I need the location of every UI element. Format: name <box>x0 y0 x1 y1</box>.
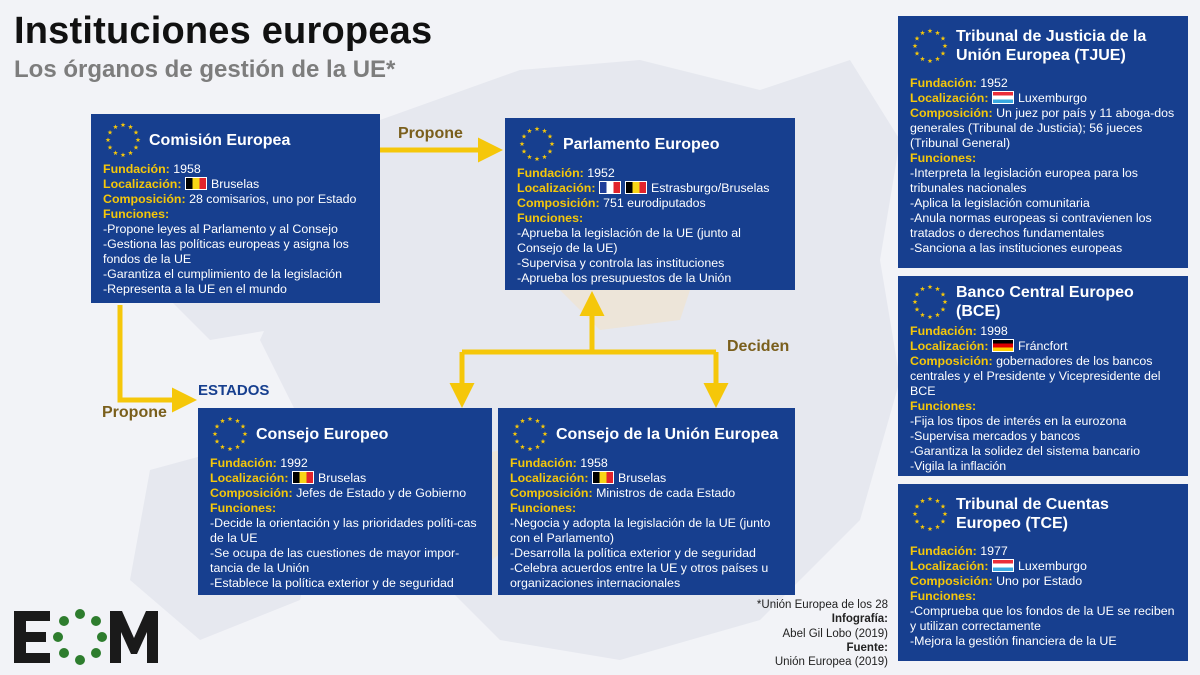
eu-stars-icon <box>910 494 950 534</box>
central-bank-location: Fráncfort <box>1017 339 1068 353</box>
eu-star <box>535 444 540 449</box>
eu-star <box>542 128 547 133</box>
founded-label: Fundación: <box>910 324 977 338</box>
eu-star <box>522 149 527 154</box>
eu-star <box>928 28 933 33</box>
founded-label: Fundación: <box>103 162 170 176</box>
credits-author: Abel Gil Lobo (2019) <box>782 627 888 640</box>
european-council-founded: 1992 <box>280 456 308 470</box>
eu-star <box>108 145 113 150</box>
eu-stars-icon <box>103 120 143 160</box>
page-title: Instituciones europeas <box>14 10 433 52</box>
founded-label: Fundación: <box>517 166 584 180</box>
court-auditors-title: Tribunal de Cuentas Europeo (TCE) <box>956 496 1109 532</box>
eu-star <box>941 519 946 524</box>
credits-source-label: Fuente: <box>846 641 888 654</box>
european-council-location: Bruselas <box>317 471 367 485</box>
eu-star <box>535 418 540 423</box>
commission-title: Comisión Europea <box>149 131 291 149</box>
central-bank-title: Banco Central Europeo (BCE) <box>956 284 1134 320</box>
composition-label: Composición: <box>517 196 600 210</box>
eu-star <box>241 424 246 429</box>
eu-star <box>121 122 126 127</box>
eu-star <box>228 446 233 451</box>
function-item: -Propone leyes al Parlamento y al Consejo <box>103 222 338 236</box>
commission-founded: 1958 <box>173 162 201 176</box>
eu-star <box>935 56 940 61</box>
council-eu-location: Bruselas <box>617 471 667 485</box>
eu-star <box>106 137 111 142</box>
luxembourg-flag-icon <box>992 91 1014 104</box>
eu-star <box>215 424 220 429</box>
commission-composition: 28 comisarios, uno por Estado <box>189 192 357 206</box>
location-label: Localización: <box>510 471 589 485</box>
eu-star <box>935 30 940 35</box>
location-label: Localización: <box>103 177 182 191</box>
location-label: Localización: <box>910 91 989 105</box>
eu-star <box>941 51 946 56</box>
function-item: -Desarrolla la política exterior y de seguridad <box>510 546 756 560</box>
eu-star <box>235 418 240 423</box>
eu-star <box>515 424 520 429</box>
council-eu-title: Consejo de la Unión Europea <box>556 425 779 443</box>
box-council-eu <box>498 408 795 595</box>
eu-star <box>928 526 933 531</box>
function-item: -Celebra acuerdos entre la UE y otros países u organizaciones internacionales <box>510 561 769 590</box>
composition-label: Composición: <box>910 354 993 368</box>
credits-infografia-label: Infografía: <box>831 613 888 626</box>
france-flag-icon <box>599 181 621 194</box>
function-item: -Interpreta la legislación europea para los tribunales nacionales <box>910 166 1138 195</box>
eu-star <box>915 307 920 312</box>
box-commission <box>91 114 380 303</box>
function-item: -Mejora la gestión financiera de la UE <box>910 634 1117 648</box>
eu-star <box>134 130 139 135</box>
label-deciden: Deciden <box>727 338 790 355</box>
eu-star <box>928 314 933 319</box>
eu-star <box>541 424 546 429</box>
eu-star <box>542 154 547 159</box>
founded-label: Fundación: <box>510 456 577 470</box>
commission-location: Bruselas <box>210 177 260 191</box>
functions-label: Funciones: <box>210 501 277 515</box>
eu-star <box>235 444 240 449</box>
label-estados: ESTADOS <box>198 382 270 399</box>
box-central-bank <box>898 276 1188 476</box>
eu-star <box>920 498 925 503</box>
eu-stars-icon <box>910 282 950 322</box>
eu-star <box>550 141 555 146</box>
function-item: -Decide la orientación y las prioridades políti-cas de la UE <box>210 516 477 545</box>
composition-label: Composición: <box>103 192 186 206</box>
court-justice-composition: Un juez por país y 11 aboga-dos generales (Tribunal de Justicia); 56 jueces (Tribunal General) <box>910 106 1175 150</box>
eu-star <box>134 145 139 150</box>
eu-star <box>513 431 518 436</box>
function-item: -Garantiza la solidez del sistema bancario <box>910 444 1141 458</box>
box-court-justice <box>898 16 1188 268</box>
eu-star <box>128 124 133 129</box>
eu-star <box>935 312 940 317</box>
founded-label: Fundación: <box>910 544 977 558</box>
functions-label: Funciones: <box>510 501 577 515</box>
founded-label: Fundación: <box>210 456 277 470</box>
eu-star <box>213 431 218 436</box>
eu-star <box>915 519 920 524</box>
eom-logo <box>12 608 162 666</box>
function-item: -Aplica la legislación comunitaria <box>910 196 1090 210</box>
central-bank-founded: 1998 <box>980 324 1008 338</box>
eu-star <box>527 128 532 133</box>
eu-star <box>915 51 920 56</box>
belgium-flag-icon <box>625 181 647 194</box>
eu-star <box>935 524 940 529</box>
composition-label: Composición: <box>510 486 593 500</box>
eu-star <box>543 431 548 436</box>
eu-star <box>920 524 925 529</box>
function-item: -Representa a la UE en el mundo <box>103 282 287 296</box>
eu-star <box>515 439 520 444</box>
functions-label: Funciones: <box>103 207 170 221</box>
eu-star <box>941 292 946 297</box>
eu-star <box>520 444 525 449</box>
functions-label: Funciones: <box>910 589 977 603</box>
functions-label: Funciones: <box>910 151 977 165</box>
eu-star <box>935 286 940 291</box>
council-eu-founded: 1958 <box>580 456 608 470</box>
box-european-council <box>198 408 492 595</box>
eu-star <box>928 58 933 63</box>
eu-star <box>935 498 940 503</box>
european-council-composition: Jefes de Estado y de Gobierno <box>296 486 467 500</box>
eu-star <box>913 299 918 304</box>
eu-star <box>920 286 925 291</box>
composition-label: Composición: <box>910 106 993 120</box>
eu-star <box>548 149 553 154</box>
function-item: -Aprueba la legislación de la UE (junto al Consejo de la UE) <box>517 226 741 255</box>
function-item: -Supervisa mercados y bancos <box>910 429 1081 443</box>
eu-star <box>528 446 533 451</box>
eu-star <box>913 511 918 516</box>
location-label: Localización: <box>210 471 289 485</box>
function-item: -Supervisa y controla las instituciones <box>517 256 725 270</box>
eu-stars-icon <box>517 124 557 164</box>
credits-note: *Unión Europea de los 28 <box>756 599 888 611</box>
eu-star <box>136 137 141 142</box>
eu-star <box>228 416 233 421</box>
arrow-commission-to-council <box>120 305 192 400</box>
eu-star <box>220 444 225 449</box>
eu-star <box>548 134 553 139</box>
function-item: -Sanciona a las instituciones europeas <box>910 241 1123 255</box>
eu-star <box>941 307 946 312</box>
label-propone-left: Propone <box>102 404 167 421</box>
eu-star <box>941 36 946 41</box>
luxembourg-flag-icon <box>992 559 1014 572</box>
germany-flag-icon <box>992 339 1014 352</box>
court-auditors-founded: 1977 <box>980 544 1008 558</box>
belgium-flag-icon <box>592 471 614 484</box>
eu-star <box>128 150 133 155</box>
box-court-auditors <box>898 484 1188 661</box>
eu-star <box>215 439 220 444</box>
court-auditors-location: Luxemburgo <box>1017 559 1087 573</box>
eu-star <box>928 496 933 501</box>
eu-star <box>913 43 918 48</box>
function-item: -Gestiona las políticas europeas y asigna los fondos de la UE <box>103 237 349 266</box>
credits <box>757 598 888 669</box>
eu-star <box>522 134 527 139</box>
eu-star <box>915 36 920 41</box>
page-subtitle: Los órganos de gestión de la UE* <box>14 56 396 83</box>
eu-star <box>527 154 532 159</box>
parliament-founded: 1952 <box>587 166 615 180</box>
belgium-flag-icon <box>185 177 207 190</box>
court-justice-title: Tribunal de Justicia de la Unión Europea (TJUE) <box>956 28 1147 64</box>
eu-stars-icon <box>910 26 950 66</box>
eu-star <box>541 439 546 444</box>
eu-star <box>220 418 225 423</box>
eu-star <box>915 292 920 297</box>
eu-stars-icon <box>510 414 550 454</box>
eu-star <box>535 126 540 131</box>
function-item: -Vigila la inflación <box>910 459 1007 473</box>
parliament-composition: 751 eurodiputados <box>603 196 706 210</box>
location-label: Localización: <box>910 339 989 353</box>
eu-star <box>915 504 920 509</box>
location-label: Localización: <box>910 559 989 573</box>
composition-label: Composición: <box>210 486 293 500</box>
eu-star <box>520 418 525 423</box>
eu-star <box>108 130 113 135</box>
box-parliament <box>505 118 795 290</box>
eu-star <box>920 312 925 317</box>
location-label: Localización: <box>517 181 596 195</box>
eu-star <box>943 511 948 516</box>
eu-stars-icon <box>210 414 250 454</box>
central-bank-composition: gobernadores de los bancos centrales y el Presidente y Vicepresidente del BCE <box>910 354 1161 398</box>
function-item: -Fija los tipos de interés en la eurozona <box>910 414 1127 428</box>
eu-star <box>241 439 246 444</box>
function-item: -Comprueba que los fondos de la UE se reciben y utilizan correctamente <box>910 604 1175 633</box>
eu-star <box>520 141 525 146</box>
founded-label: Fundación: <box>910 76 977 90</box>
parliament-title: Parlamento Europeo <box>563 135 720 153</box>
eu-star <box>941 504 946 509</box>
function-item: -Garantiza el cumplimiento de la legislación <box>103 267 342 281</box>
court-justice-founded: 1952 <box>980 76 1008 90</box>
eu-star <box>113 150 118 155</box>
functions-label: Funciones: <box>910 399 977 413</box>
eu-star <box>920 56 925 61</box>
functions-label: Funciones: <box>517 211 584 225</box>
council-eu-composition: Ministros de cada Estado <box>596 486 736 500</box>
eu-star <box>943 299 948 304</box>
credits-source: Unión Europea (2019) <box>774 656 888 669</box>
court-justice-location: Luxemburgo <box>1017 91 1087 105</box>
eu-star <box>943 43 948 48</box>
parliament-location: Estrasburgo/Bruselas <box>650 181 770 195</box>
eu-star <box>535 156 540 161</box>
european-council-title: Consejo Europeo <box>256 425 389 443</box>
eu-star <box>528 416 533 421</box>
function-item: -Anula normas europeas si contravienen los tratados o derechos fundamentales <box>910 211 1152 240</box>
function-item: -Se ocupa de las cuestiones de mayor impor-tancia de la Unión <box>210 546 460 575</box>
function-item: -Negocia y adopta la legislación de la UE (junto con el Parlamento) <box>510 516 771 545</box>
court-auditors-composition: Uno por Estado <box>996 574 1083 588</box>
eu-star <box>121 152 126 157</box>
function-item: -Establece la política exterior y de seguridad <box>210 576 454 590</box>
function-item: -Aprueba los presupuestos de la Unión <box>517 271 732 285</box>
eu-star <box>920 30 925 35</box>
label-propone-top: Propone <box>398 125 463 142</box>
belgium-flag-icon <box>292 471 314 484</box>
composition-label: Composición: <box>910 574 993 588</box>
eu-star <box>243 431 248 436</box>
eu-star <box>113 124 118 129</box>
eu-star <box>928 284 933 289</box>
